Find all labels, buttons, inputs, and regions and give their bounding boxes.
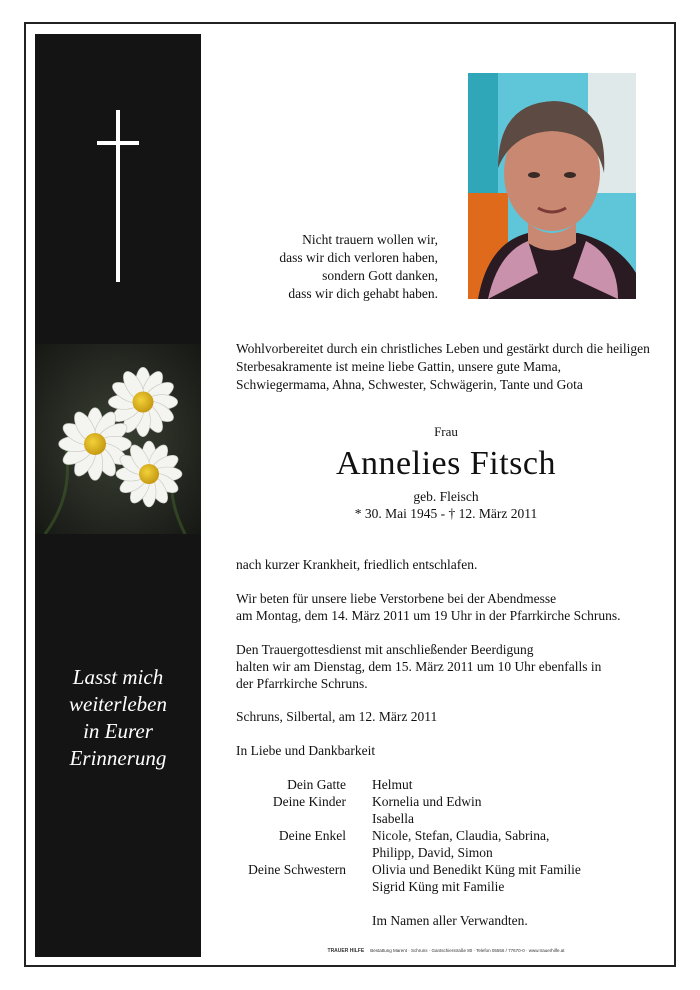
verse-line: weiterleben — [69, 692, 167, 716]
footer — [236, 948, 656, 954]
funeral-line: der Pfarrkirche Schruns. — [236, 676, 368, 691]
passing-text — [236, 556, 666, 573]
poem-line: sondern Gott danken, — [322, 268, 438, 283]
salutation: Frau — [434, 424, 458, 439]
sidebar-verse — [35, 664, 201, 772]
family-names: Philipp, David, Simon — [372, 845, 493, 860]
maiden-name: geb. Fleisch — [413, 489, 479, 504]
funeral-line: halten wir am Dienstag, dem 15. März 2011 um 10 Uhr ebenfalls in — [236, 659, 602, 674]
family-relation: Deine Schwestern — [248, 862, 346, 877]
family-relation: Dein Gatte — [287, 777, 346, 792]
footer-brand: TRAUER HILFE — [327, 948, 365, 954]
family-names: Helmut — [372, 777, 413, 792]
family-names: Sigrid Küng mit Familie — [372, 879, 505, 894]
footer-text: Bestattung Marent · Schruns · Gantschierstraße 80 · Telefon 05556 / 77670-0 · www.trauerhilfe.at — [370, 948, 565, 953]
place-date-line: Schruns, Silbertal, am 12. März 2011 — [236, 709, 438, 724]
passing-line: nach kurzer Krankheit, friedlich entschlafen. — [236, 557, 478, 572]
family-names: Kornelia und Edwin — [372, 794, 482, 809]
family-names: Isabella — [372, 811, 414, 826]
poem-line: dass wir dich verloren haben, — [279, 250, 438, 265]
closing-text — [236, 742, 666, 759]
life-dates: * 30. Mai 1945 - † 12. März 2011 — [354, 506, 538, 521]
intro-text: Wohlvorbereitet durch ein christliches Leben und gestärkt durch die heiligen Sterbesakramente ist meine liebe Gattin, unsere gute Mama, Schwiegermama, Ahna, Schwester, Schwägerin, Tante und Gota — [236, 341, 650, 392]
deceased-name: Annelies Fitsch — [336, 445, 556, 482]
daisy-flowers-image — [35, 344, 201, 534]
family-relation: Deine Kinder — [272, 794, 346, 809]
mass-line: am Montag, dem 14. März 2011 um 19 Uhr in der Pfarrkirche Schruns. — [236, 608, 621, 623]
poem — [236, 231, 438, 303]
poem-line: Nicht trauern wollen wir, — [302, 232, 438, 247]
signoff: Im Namen aller Verwandten. — [372, 913, 528, 928]
mass-announcement — [236, 590, 666, 624]
funeral-line: Den Trauergottesdienst mit anschließender Beerdigung — [236, 642, 534, 657]
mass-line: Wir beten für unsere liebe Verstorbene bei der Abendmesse — [236, 591, 557, 606]
portrait-photo — [468, 73, 636, 299]
family-names: Nicole, Stefan, Claudia, Sabrina, — [372, 828, 550, 843]
closing-line: In Liebe und Dankbarkeit — [236, 743, 376, 758]
verse-line: in Eurer — [83, 719, 153, 743]
funeral-announcement — [236, 641, 666, 692]
family-relation: Deine Enkel — [278, 828, 346, 843]
verse-line: Erinnerung — [69, 746, 167, 770]
place-date — [236, 708, 666, 725]
family-names: Olivia und Benedikt Küng mit Familie — [372, 862, 581, 877]
verse-line: Lasst mich — [72, 665, 164, 689]
poem-line: dass wir dich gehabt haben. — [288, 286, 438, 301]
